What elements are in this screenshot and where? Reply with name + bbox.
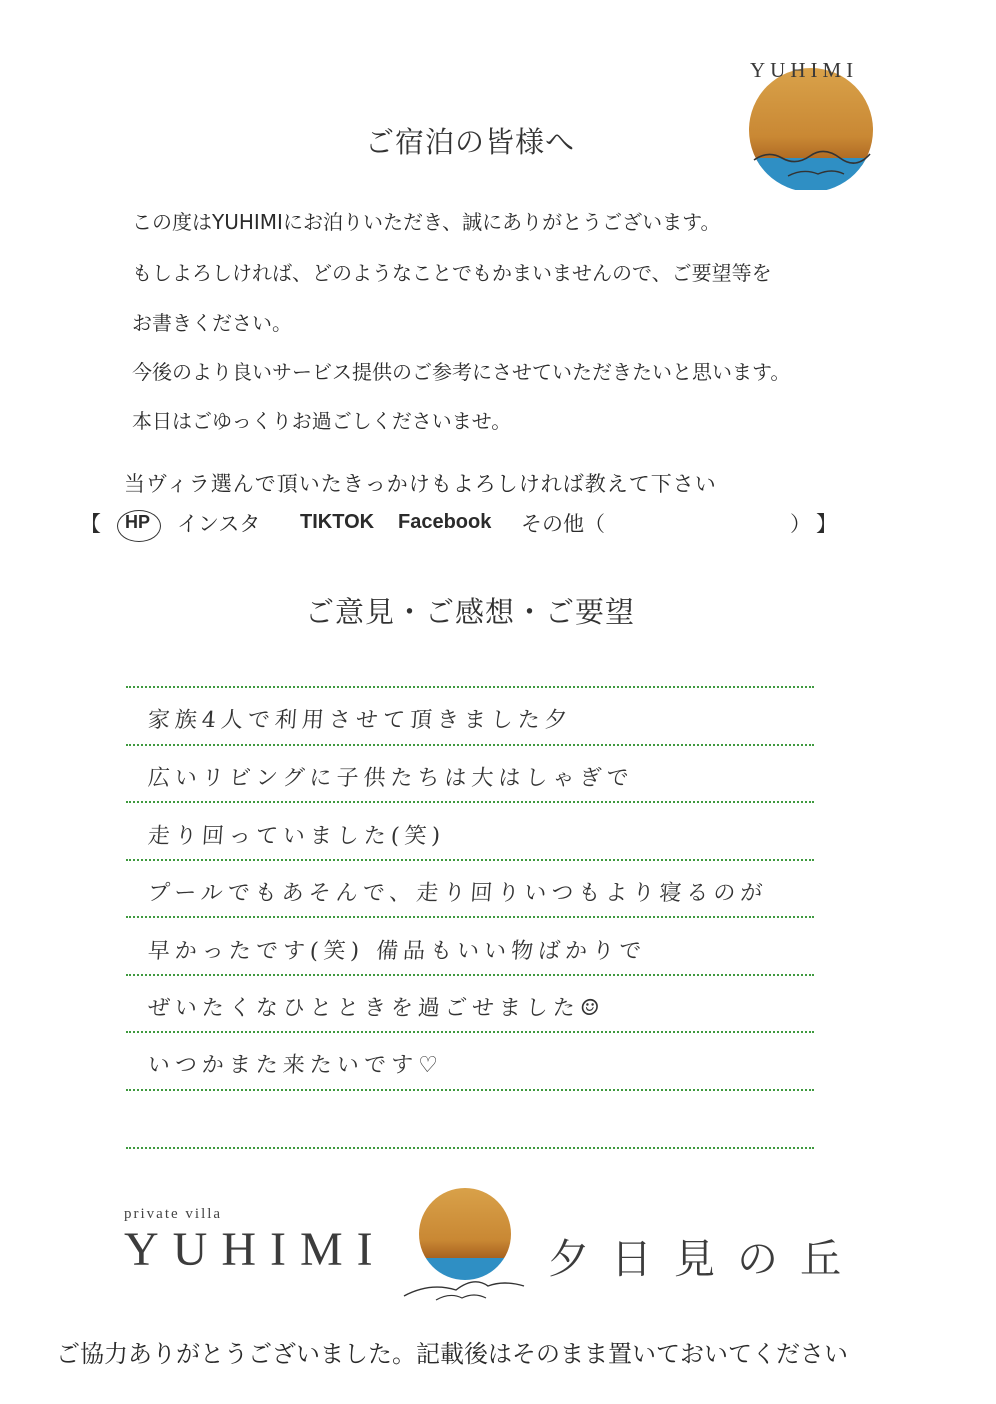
option-other-close: ） [790, 512, 811, 536]
ruled-line [126, 1031, 814, 1033]
handwritten-line: プールでもあそんで、走り回りいつもより寝るのが [146, 881, 769, 906]
top-logo-text: YUHIMI [750, 58, 859, 82]
hp-selected-circle [117, 510, 161, 542]
option-other[interactable]: その他（ [521, 512, 605, 536]
bracket-open: 【 [80, 512, 101, 536]
brand-logo [400, 1186, 530, 1306]
survey-options [80, 508, 860, 544]
survey-question: 当ヴィラ選んで頂いたきっかけもよろしければ教えて下さい [124, 472, 717, 496]
intro-line: 本日はごゆっくりお過ごしくださいませ。 [132, 409, 512, 433]
handwritten-line: 早かったです(笑) 備品もいい物ばかりで [146, 939, 647, 964]
intro-line: 今後のより良いサービス提供のご参考にさせていただきたいと思います。 [132, 360, 791, 384]
ruled-line [126, 686, 814, 688]
ruled-line [126, 801, 814, 803]
option-tiktok[interactable]: TIKTOK [300, 511, 375, 533]
option-hp[interactable]: HP [125, 512, 151, 532]
handwritten-line: 走り回っていました(笑) [146, 824, 446, 849]
handwritten-line: いつかまた来たいです♡ [146, 1053, 444, 1078]
bracket-close: 】 [816, 512, 837, 536]
option-facebook[interactable]: Facebook [398, 511, 492, 533]
ruled-line [126, 859, 814, 861]
handwritten-line: 広いリビングに子供たちは大はしゃぎで [146, 766, 635, 791]
brand-name: YUHIMI [124, 1223, 387, 1276]
footer-message: ご協力ありがとうございました。記載後はそのまま置いておいてください [56, 1340, 848, 1368]
feedback-heading: ご意見・ご感想・ご要望 [304, 595, 635, 629]
ruled-line [126, 974, 814, 976]
brand-name-jp: 夕日見の丘 [548, 1235, 863, 1283]
handwritten-line: ぜいたくなひとときを過ごせました☺ [146, 996, 606, 1021]
ruled-line [126, 1147, 814, 1149]
page-title: ご宿泊の皆様へ [364, 125, 575, 159]
ruled-line [126, 916, 814, 918]
ruled-line [126, 744, 814, 746]
brand-tagline: private villa [124, 1206, 223, 1222]
option-instagram[interactable]: インスタ [177, 512, 261, 536]
handwritten-line: 家族4人で利用させて頂きました夕 [146, 708, 573, 733]
intro-line: もしよろしければ、どのようなことでもかまいませんので、ご要望等を [132, 261, 772, 285]
sunset-logo-icon [400, 1186, 530, 1306]
ruled-line [126, 1089, 814, 1091]
intro-line: お書きください。 [132, 311, 292, 335]
intro-line: この度はYUHIMIにお泊りいただき、誠にありがとうございます。 [132, 210, 721, 234]
